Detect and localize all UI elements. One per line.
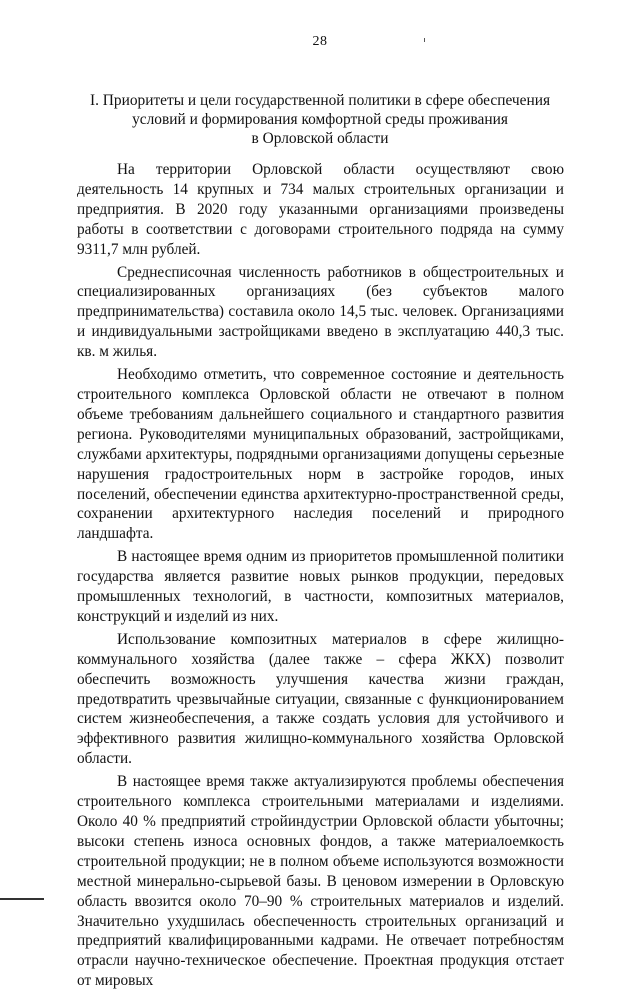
section-title bbox=[78, 91, 562, 148]
section-title-line-2: условий и формирования комфортной среды проживания bbox=[132, 111, 508, 128]
paragraph-2: Среднесписочная численность работников в общестроительных и специализированных организациях (без субъектов малого предпринимательства) составила около 14,5 тыс. человек. Организациями и индивидуальными застройщиками введено в эксплуатацию 440,3 тыс. кв. м жилья. bbox=[77, 263, 564, 361]
paragraph-3: Необходимо отметить, что современное состояние и деятельность строительного комплекса Орловской области не отвечают в полном объеме требованиям дальнейшего социального и стандартного развития региона. Руководителями муниципальных образований, застройщиками, службами архитектуры, подрядными организациями допущены серьезные нарушения градостроительных норм в застройке городов, иных поселений, обеспечении единства архитектурно-пространственной среды, сохранении архитектурного наследия поселений и природного ландшафта. bbox=[77, 366, 564, 543]
section-title-line-1: I. Приоритеты и цели государственной политики в сфере обеспечения bbox=[89, 92, 551, 109]
paragraph-4: В настоящее время одним из приоритетов промышленной политики государства является развитие новых рынков продукции, передовых промышленных технологий, в частности, композитных материалов, конструкций и изделий из них. bbox=[77, 548, 564, 625]
paragraph-6: В настоящее время также актуализируются проблемы обеспечения строительного комплекса строительными материалами и изделиями. Около 40 % предприятий стройиндустрии Орловской области убыточны; высоки степень износа основных фондов, а также материалоемкость строительной продукции; не в полном объеме используются возможности местной минерально-сырьевой базы. В ценовом измерении в Орловскую область ввозится около 70–90 % строительных материалов и изделий. Значительно ухудшилась обеспеченность строительных организаций и предприятий квалифицированными кадрами. Не отвечает потребностям отрасли научно-техническое обеспечение. Проектная продукция отстает от мировых bbox=[77, 773, 564, 990]
scan-mark bbox=[424, 38, 425, 42]
body-text bbox=[77, 160, 564, 991]
paragraph-5: Использование композитных материалов в сфере жилищно-коммунального хозяйства (далее также – сфера ЖКХ) позволит обеспечить возможность улучшения качества жизни граждан, предотвратить чрезвычайные ситуации, связанные с функционированием систем жизнеобеспечения, а также создать условия для устойчивого и эффективного развития жилищно-коммунального хозяйства Орловской области. bbox=[77, 630, 564, 768]
section-title-line-3: в Орловской области bbox=[251, 130, 389, 147]
page-edge-mark bbox=[0, 898, 44, 900]
page-number: 28 bbox=[312, 34, 328, 49]
paragraph-1: На территории Орловской области осуществляют свою деятельность 14 крупных и 734 малых строительных организации и предприятия. В 2020 году указанными организациями произведены работы в соответствии с договорами строительного подряда на сумму 9311,7 млн рублей. bbox=[77, 161, 564, 258]
